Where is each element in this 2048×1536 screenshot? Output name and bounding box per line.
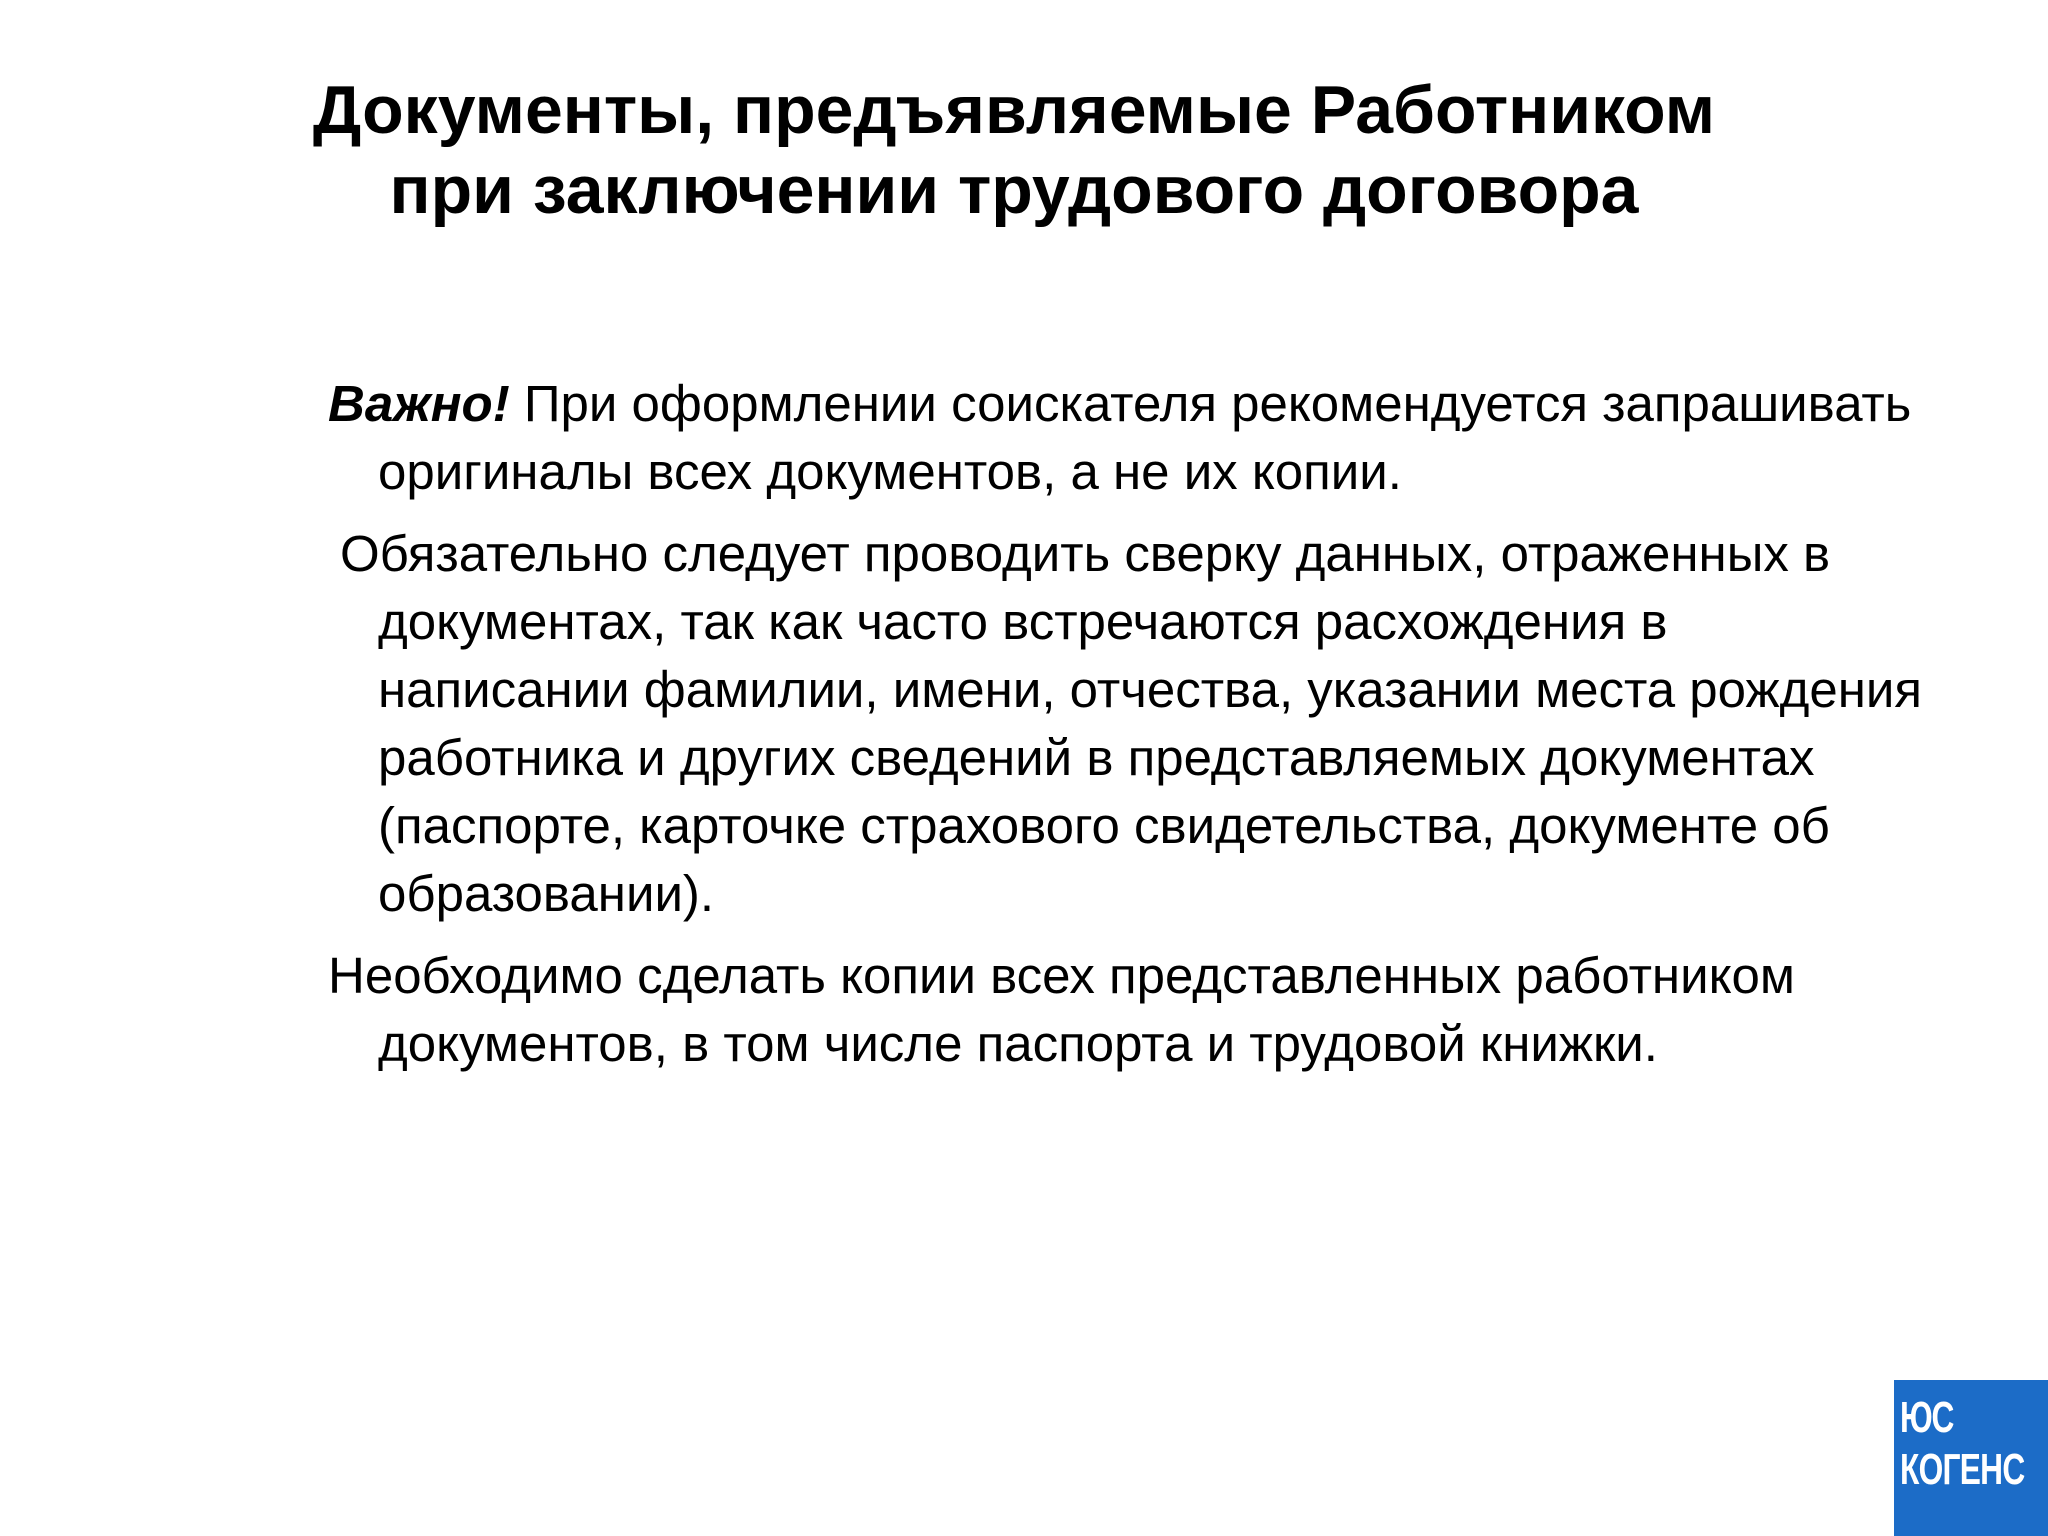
paragraph-copies <box>328 942 1928 1078</box>
logo-line-1: ЮС <box>1900 1393 1954 1442</box>
paragraph-verification-text: Обязательно следует проводить сверку данных, отраженных в документах, так как часто встречаются расхождения в написании фамилии, имени, отчества, указании места рождения работника и других сведений в представляемых документах (паспорте, карточке страхового свидетельства, документе об образовании). <box>340 525 1922 922</box>
slide-title <box>0 70 2048 230</box>
company-logo <box>1894 1380 2048 1536</box>
slide-title-line-1: Документы, предъявляемые Работником <box>312 72 1716 148</box>
paragraph-copies-text: Необходимо сделать копии всех представленных работником документов, в том числе паспорта и трудовой книжки. <box>328 947 1795 1072</box>
paragraph-important-text: При оформлении соискателя рекомендуется запрашивать оригиналы всех документов, а не их копии. <box>378 375 1912 500</box>
paragraph-important <box>328 370 1928 506</box>
logo-line-2: КОГЕНС <box>1900 1445 2025 1494</box>
slide-title-line-2: при заключении трудового договора <box>389 152 1639 228</box>
important-label: Важно! <box>328 375 510 432</box>
slide-body <box>328 370 1928 1092</box>
paragraph-verification <box>328 520 1928 928</box>
